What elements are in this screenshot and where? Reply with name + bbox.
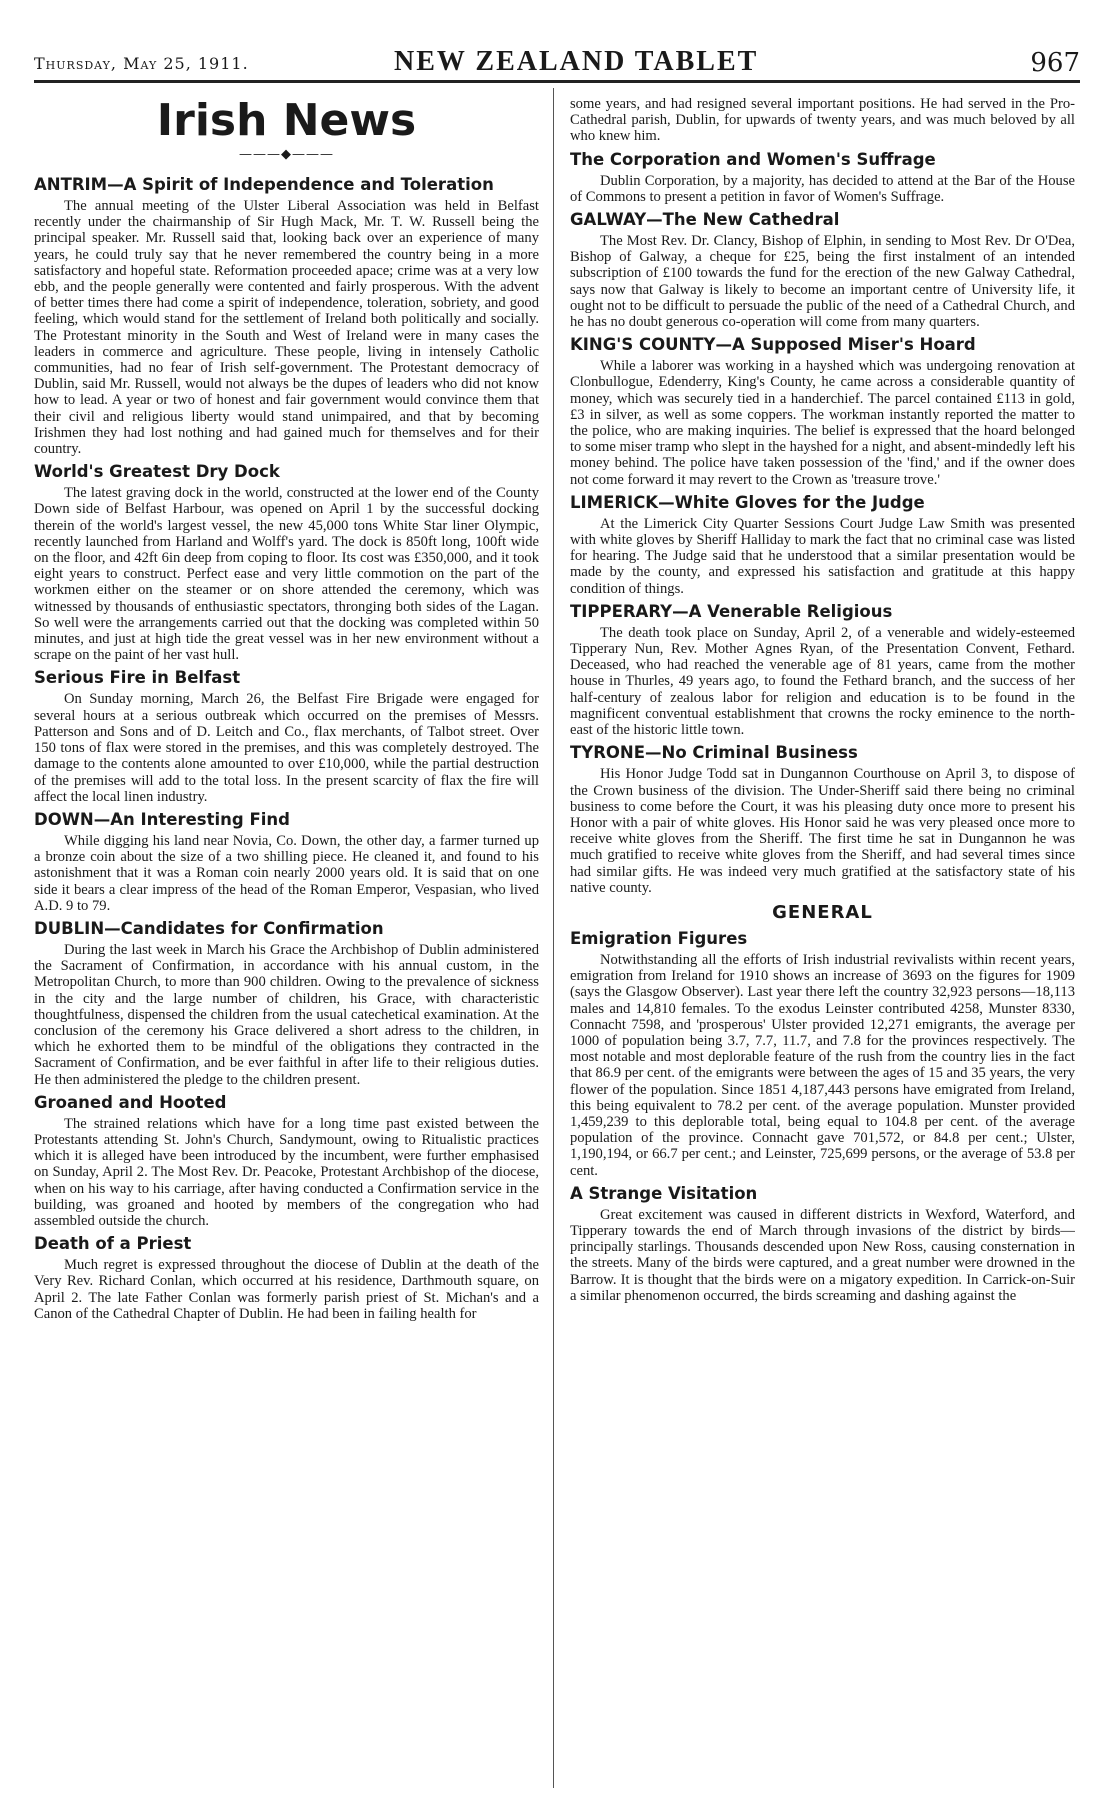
- article-body: At the Limerick City Quarter Sessions Court Judge Law Smith was presented with white gloves by Sheriff Halliday to mark the fact that no criminal case was listed for hearing. The Judge said that he understood that a similar presentation would be made by the county, and expressed his satisfaction and gratitude at this happy condition of things.: [570, 515, 1075, 597]
- article-white-gloves: [570, 492, 1075, 597]
- right-column: [570, 96, 1075, 1792]
- article-strange-visitation: [570, 1183, 1075, 1304]
- article-heading: Emigration Figures: [570, 928, 748, 948]
- article-body: Great excitement was caused in different districts in Wexford, Waterford, and Tipperary towards the end of March through invasions of the district by birds—principally starlings. Thousands descended upon New Ross, causing consternation in the streets. Many of the birds were captured, and a great number were drowned in the Barrow. It is thought that the birds were on a migatory expedition. In Carrick-on-Suir a similar phenomenon occurred, the birds screaming and dashing against the: [570, 1206, 1075, 1304]
- article-body: On Sunday morning, March 26, the Belfast Fire Brigade were engaged for several hours at a serious outbreak which occurred on the premises of Messrs. Patterson and Sons and of D. Leitch and Co., flax merchants, of Talbot street. Over 150 tons of flax were stored in the premises, and this was completely destroyed. The damage to the contents alone amounted to over £10,000, while the partial destruction of the premises will add to the total loss. In the present scarcity of flax the fire will affect the local linen industry.: [34, 691, 539, 805]
- article-womens-suffrage: [570, 149, 1075, 205]
- article-body: The latest graving dock in the world, constructed at the lower end of the County Down side of Belfast Harbour, was opened on April 1 by the successful docking therein of the world's largest vessel, the new 45,000 tons White Star liner Olympic, recently launched from Harland and Wolff's yard. The dock is 850ft long, 100ft wide on the floor, and 42ft 6in deep from coping to floor. Its cost was £350,000, and it took eight years to construct. Perfect ease and very little commotion on the part of the workmen either on the steamer or on shore attended the ceremony, which was witnessed by thousands of enthusiastic spectators, thronging both sides of the Lagan. So well were the arrangements carried out that the docking was completed within 50 minutes, and just at high tide the great vessel was in her new environment without a scrape on the paint of her vast hull.: [34, 485, 539, 664]
- article-body: some years, and had resigned several important positions. He had served in the Pro-Cathedral parish, Dublin, for upwards of twenty years, and was much beloved by all who knew him.: [570, 96, 1075, 145]
- article-body: Notwithstanding all the efforts of Irish industrial revivalists within recent years, emigration from Ireland for 1910 shows an increase of 3693 on the figures for 1909 (says the Glasgow Observer). Last year there left the country 32,923 persons—18,113 males and 14,810 females. To the exodus Leinster contributed 4258, Munster 8330, Connacht 7598, and 'prosperous' Ulster provided 12,271 emigrants, the average per 1000 of population being 3.7, 7.7, 11.7, and 7.8 for the provinces respectively. The most notable and most deplorable feature of the rush from the country lies in the fact that 86.9 per cent. of the emigrants were between the ages of 15 and 35 years, the very flower of the population. Since 1851 4,187,443 persons have emigrated from Ireland, this being equivalent to 78.2 per cent. of the average population. Munster provided 1,459,239 to this deplorable total, being equal to 104.8 per cent. of the average population of the province. Connacht gave 701,572, or 84.8 per cent.; Ulster, 1,190,194, or 66.7 per cent.; and Leinster, 725,699 persons, or the average of 53.8 per cent.: [570, 951, 1075, 1179]
- article-body: Much regret is expressed throughout the diocese of Dublin at the death of the Very Rev. Richard Conlan, which occurred at his residence, Darthmouth square, on April 2. The late Father Conlan was formerly parish priest of St. Michan's and a Canon of the Cathedral Chapter of Dublin. He had been in failing health for: [34, 1257, 539, 1322]
- page-number: 967: [1030, 48, 1080, 78]
- article-body: The Most Rev. Dr. Clancy, Bishop of Elphin, in sending to Most Rev. Dr O'Dea, Bishop of Galway, a cheque for £25, being the first instalment of an intended subscription of £100 towards the fund for the erection of the new Galway Cathedral, says now that Galway is likely to become an important centre of University life, it ought not to be difficult to persuade the public of the need of a Cathedral Church, and he has no doubt generous co-operation will come from many quarters.: [570, 233, 1075, 331]
- section-title: Irish News: [156, 96, 417, 146]
- left-column: [34, 96, 539, 1792]
- general-section-heading: GENERAL: [772, 901, 873, 923]
- article-heading: Serious Fire in Belfast: [34, 668, 241, 688]
- article-dublin-confirmation: [34, 918, 539, 1088]
- article-body: During the last week in March his Grace the Archbishop of Dublin administered the Sacrament of Confirmation, in accordance with his annual custom, in the Metropolitan Church, to more than 900 children. Owing to the prevalence of sickness in the city and the large number of children, his Grace, with characteristic thoughtfulness, dispensed the children from the usual catechetical examination. At the conclusion of the ceremony his Grace delivered a short adress to the children, in which he exhorted them to be mindful of the obligations they contracted in the Sacrament of Confirmation, and be ever faithful in after life to their religious duties. He then administered the pledge to the children present.: [34, 941, 539, 1088]
- article-heading: DOWN—An Interesting Find: [34, 809, 290, 829]
- article-body: While digging his land near Novia, Co. Down, the other day, a farmer turned up a bronze coin about the size of a two shilling piece. He cleaned it, and found to his astonishment that it was a Roman coin nearly 2000 years old. It is said that on one side it bears a clear impress of the head of the Roman Emperor, Vespasian, who lived A.D. 9 to 79.: [34, 832, 539, 914]
- article-emigration-figures: [570, 928, 1075, 1179]
- article-heading: GALWAY—The New Cathedral: [570, 210, 840, 230]
- masthead: [34, 40, 1080, 80]
- article-body: The strained relations which have for a long time past existed between the Protestants attending St. John's Church, Sandymount, owing to Ritualistic practices which it is alleged have been introduced by the incumbent, were further emphasised on Sunday, April 2. The Most Rev. Dr. Peacoke, Protestant Archbishop of the diocese, when on his way to his carriage, after having conducted a Confirmation service in the building, was groaned and hooted by members of the congregation who had assembled outside the church.: [34, 1115, 539, 1229]
- article-body: His Honor Judge Todd sat in Dungannon Courthouse on April 3, to dispose of the Crown business of the division. The Under-Sheriff said there being no criminal business to come before the Court, it was his pleasing duty once more to present his Honor with a pair of white gloves. His Honor said he was very pleased once more to receive white gloves from the Sheriff. The first time he sat in Dungannon he was much gratified to receive white gloves from the Sheriff, and had several times since had similar gifts. He was indeed very much gratified at the satisfactory state of his native county.: [570, 766, 1075, 896]
- header-rule: [34, 80, 1080, 83]
- article-belfast-fire: [34, 667, 539, 804]
- article-continuation: [570, 96, 1075, 145]
- article-groaned-hooted: [34, 1092, 539, 1229]
- article-heading: LIMERICK—White Gloves for the Judge: [570, 492, 925, 512]
- article-body: Dublin Corporation, by a majority, has decided to attend at the Bar of the House of Commons to present a petition in favor of Women's Suffrage.: [570, 172, 1075, 205]
- article-heading: The Corporation and Women's Suffrage: [570, 149, 936, 169]
- article-galway-cathedral: [570, 209, 1075, 330]
- article-body: The death took place on Sunday, April 2, of a venerable and widely-esteemed Tipperary Nun, Rev. Mother Agnes Ryan, of the Presentation Convent, Fethard. Deceased, who had reached the venerable age of 81 years, came from the mother house in Thurles, 49 years ago, to found the Fethard branch, and the success of her half-century of zealous labor for religion and education is to be found in the magnificent conventual establishment that crowns the rocky eminence to the north-east of the historic little town.: [570, 624, 1075, 739]
- article-heading: A Strange Visitation: [570, 1183, 758, 1203]
- article-heading: Death of a Priest: [34, 1234, 192, 1254]
- article-heading: Groaned and Hooted: [34, 1092, 227, 1112]
- article-misers-hoard: [570, 334, 1075, 488]
- article-heading: World's Greatest Dry Dock: [34, 462, 280, 482]
- article-antrim: [34, 174, 539, 457]
- publication-title: NEW ZEALAND TABLET: [394, 46, 759, 77]
- article-heading: ANTRIM—A Spirit of Independence and Toleration: [34, 175, 494, 194]
- article-dry-dock: [34, 461, 539, 663]
- article-heading: TYRONE—No Criminal Business: [570, 743, 858, 763]
- article-heading: KING'S COUNTY—A Supposed Miser's Hoard: [570, 335, 976, 355]
- article-body: While a laborer was working in a hayshed which was undergoing renovation at Clonbullogue, Edenderry, King's County, he came across a considerable quantity of money, which was securely tied in a handerchief. The parcel contained £113 in gold, £3 in silver, as well as some coppers. The workman instantly reported the matter to the police, who are making inquiries. The belief is expressed that the hoard belonged to some miser tramp who slept in the hayshed for a night, and absent-mindedly left his money behind. The police have taken possession of the 'find,' and if the owner does not come forward it may revert to the Crown as 'treasure trove.': [570, 358, 1075, 488]
- issue-date: Thursday, May 25, 1911.: [34, 54, 249, 73]
- article-heading: TIPPERARY—A Venerable Religious: [570, 601, 893, 621]
- article-down-find: [34, 809, 539, 914]
- title-ornament: ———◆———: [239, 147, 334, 162]
- article-heading: DUBLIN—Candidates for Confirmation: [34, 918, 384, 938]
- article-body: The annual meeting of the Ulster Liberal Association was held in Belfast recently under the chairmanship of Sir Hugh Mack, Mr. T. W. Russell being the principal speaker. Mr. Russell said that, looking back over an experience of many years, he could truly say that he never remembered the country being in a more satisfactory and hopeful state. Reformation proceeded apace; crime was at a very low ebb, and the people generally were contented and fairly prosperous. With the advent of better times there had come a spirit of independence, toleration, sobriety, and good feeling, which would stand for the settlement of Ireland both politically and socially. The Protestant minority in the South and West of Ireland were in many cases the leaders in commerce and agriculture. These people, living in intensely Catholic communities, had no fear of Irish self-government. The Protestant democracy of Dublin, said Mr. Russell, would not always be the dupes of leaders who did not know how to lead. A year or two of honest and fair government would convince them that their civil and religious liberty would stand unimpaired, and that by becoming Irishmen they had lost nothing and had gained much for themselves and for their country.: [34, 198, 539, 458]
- column-divider: [553, 88, 554, 1788]
- article-no-criminal-business: [570, 742, 1075, 896]
- article-death-of-priest: [34, 1233, 539, 1322]
- article-venerable-religious: [570, 601, 1075, 738]
